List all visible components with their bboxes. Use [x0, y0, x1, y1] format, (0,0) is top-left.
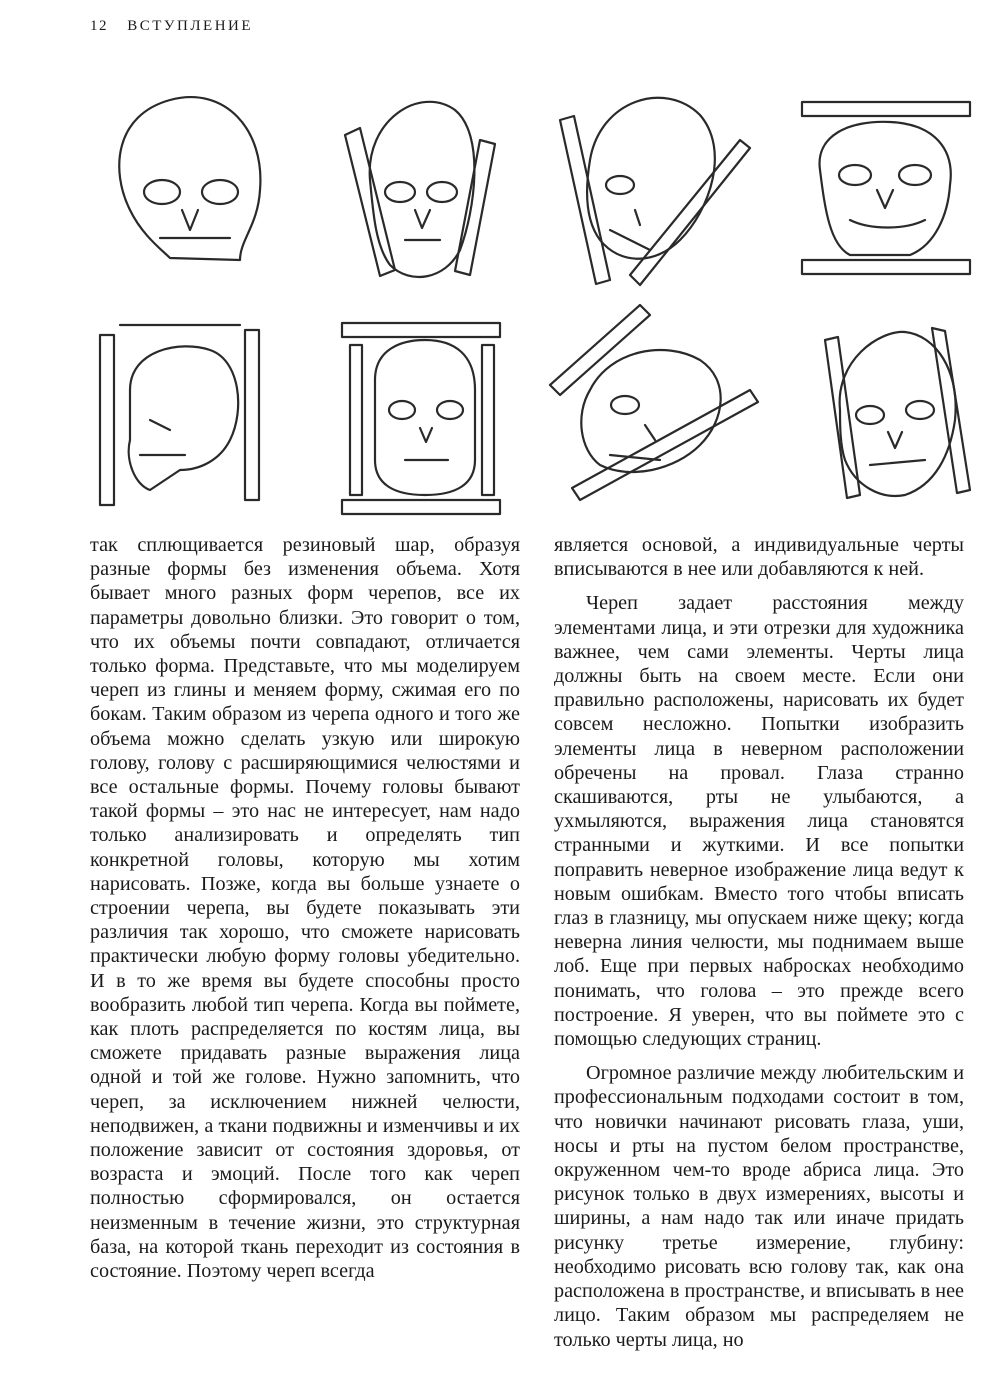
skull-sketch-tapered — [825, 328, 970, 498]
text-column-left — [90, 533, 520, 1283]
skull-sketch-front — [119, 97, 260, 260]
paragraph: так сплющивается резиновый шар, образуя разные формы без изменения объема. Хотя бывает много разных форм черепов, все их параметры довольно близки. Это говорит о том, что их объемы почти совпадают, отличается только форма. Представьте, что мы моделируем череп из глины и меняем форму, сжимая его по бокам. Таким образом из черепа одного и того же объема можно сделать узкую или широкую голову, голову с расширяющимися челюстями и все остальные формы. Почему головы бывают такой формы – это нас не интересует, нам надо только анализировать и определять тип конкретной головы, которую мы хотим нарисовать. Позже, когда вы больше узнаете о строении черепа, вы будете показывать эти различия так хорошо, что сможете нарисовать практически любую форму головы убедительно. И в то же время вы будете способны просто вообразить любой тип черепа. Когда вы поймете, как плоть распределяется по костям лица, вы сможете придавать разные выражения лица одной и той же голове. Нужно запомнить, что череп, за исключением нижней челюсти, неподвижен, а ткани подвижны и изменчивы и их положение зависит от состояния здоровья, от возраста и эмоций. После того как череп полностью сформировался, он остается неизменным в течение жизни, это структурная база, на которой ткань переходит из состояния в состояние. Поэтому череп всегда — [90, 534, 520, 1283]
page-number: 12 — [90, 18, 108, 34]
skull-sketch-tilted — [345, 102, 495, 277]
skull-sketches-svg — [90, 60, 980, 530]
running-header — [90, 18, 253, 35]
skull-sketches-figure — [90, 60, 980, 530]
paragraph: является основой, а индивидуальные черты вписываются в нее или добавляются к ней. — [554, 534, 964, 581]
paragraph: Огромное различие между любительским и профессиональным подходами состоит в том, что новички начинают рисовать глаза, уши, носы и рты на пустом белом пространстве, окруженном чем-то вроде абриса лица. Это рисунок только в двух измерениях, высоты и ширины, а нам надо так или иначе придать рисунку третье измерение, глубину: необходимо рисовать всю голову так, как она расположена в пространстве, и вписывать в нее лицо. Таким образом мы распределяем не только черты лица, но — [554, 1062, 964, 1351]
skull-sketch-lying — [550, 305, 758, 500]
skull-sketch-narrow — [342, 323, 500, 514]
text-column-right — [554, 533, 964, 1352]
skull-sketch-wide — [802, 102, 970, 274]
section-title: ВСТУПЛЕНИЕ — [127, 18, 254, 34]
skull-sketch-profile — [100, 325, 259, 505]
paragraph: Череп задает расстояния между элементами лица, и эти отрезки для художника важнее, чем сами элементы. Черты лица должны быть на своем месте. Если они правильно расположены, нарисовать их будет совсем несложно. Попытки изобразить элементы лица в неверном расположении обречены на провал. Глаза странно скашиваются, рты не улыбаются, а ухмыляются, выражения лица становятся странными и жуткими. И все попытки поправить неверное изображение лица ведут к новым ошибкам. Вместо того чтобы вписать глаз в глазницу, мы опускаем ниже щеку; когда неверна линия челюсти, мы поднимаем выше лоб. Еще при первых набросках необходимо понимать, что голова – это прежде всего построение. Я уверен, что вы поймете это с помощью следующих страниц. — [554, 592, 964, 1051]
skull-sketch-rotated — [560, 98, 750, 285]
